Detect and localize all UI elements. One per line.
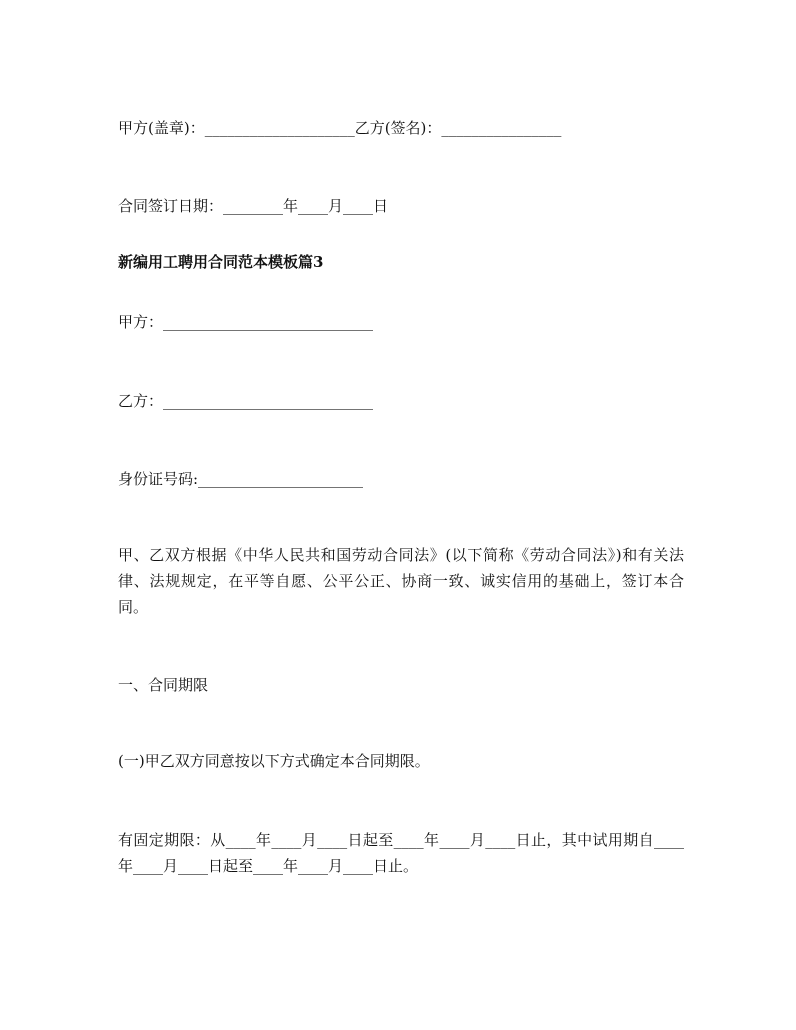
party-a-field: 甲方：____________________________ <box>118 313 374 331</box>
contract-term-heading: 一、合同期限 <box>118 676 209 694</box>
signature-date-line: 合同签订日期：________年____月____日 <box>118 197 389 215</box>
section-title: 新编用工聘用合同范本模板篇3 <box>118 253 324 271</box>
fixed-term-paragraph: 有固定期限：从____年____月____日起至____年____月____日止，其中试用期自____年____月____日起至____年____月____日止。 <box>118 831 684 875</box>
contract-term-clause: (一)甲乙双方同意按以下方式确定本合同期限。 <box>118 752 430 770</box>
party-b-field: 乙方：____________________________ <box>118 392 374 410</box>
id-number-field: 身份证号码:______________________ <box>118 470 364 488</box>
preamble-paragraph: 甲、乙双方根据《中华人民共和国劳动合同法》(以下简称《劳动合同法》)和有关法律、法规规定，在平等自愿、公平公正、协商一致、诚实信用的基础上，签订本合同。 <box>118 546 684 616</box>
signature-line-parties: 甲方(盖章)：____________________乙方(签名)：________________ <box>118 119 562 137</box>
